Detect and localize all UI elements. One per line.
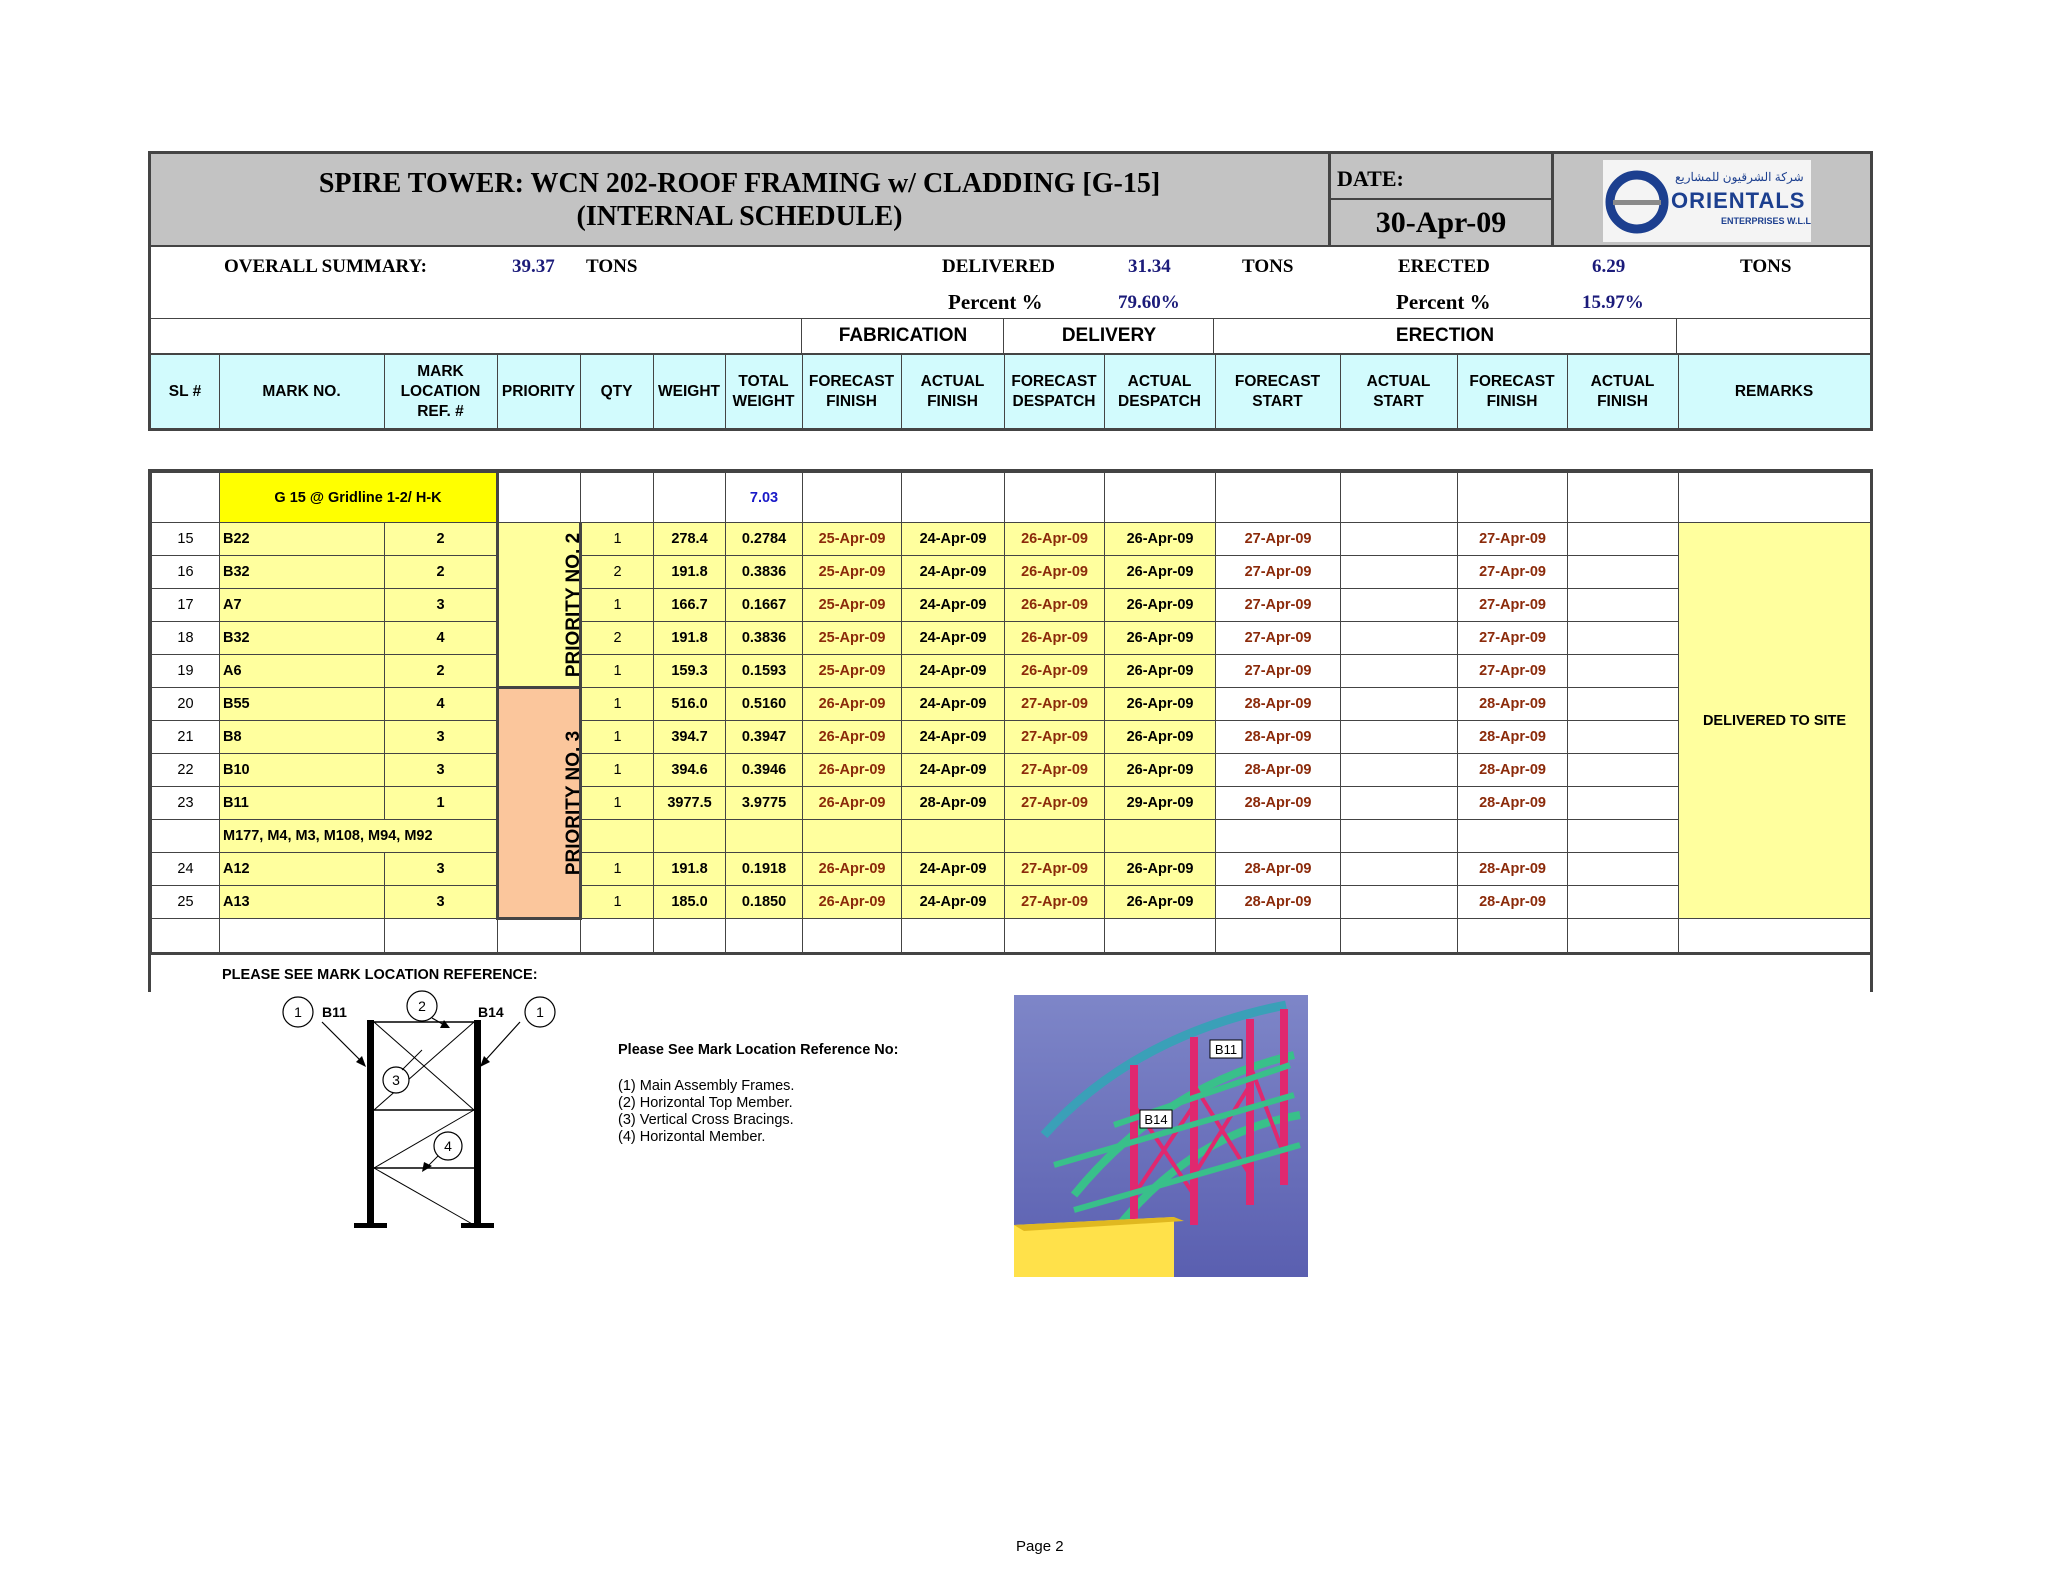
cell-actual-finish [1568,523,1679,556]
cell-mark-location: 2 [385,523,498,556]
cell-weight: 191.8 [654,853,726,886]
empty-row [152,919,1871,953]
cell-actual-start [1341,853,1458,886]
cell-forecast-despatch: 27-Apr-09 [1005,853,1105,886]
cell-actual-start [1341,622,1458,655]
cell-forecast-finish: 28-Apr-09 [1458,787,1568,820]
cell-total-weight: 0.1918 [726,853,803,886]
group-erection: ERECTION [1213,319,1677,353]
cell-total-weight: 0.1850 [726,886,803,919]
cell-actual-start [1341,721,1458,754]
note-line-4: (4) Horizontal Member. [618,1129,766,1145]
cell-fab-actual-finish: 24-Apr-09 [902,523,1005,556]
overall-summary-label: OVERALL SUMMARY: [224,256,427,277]
table-row [152,886,1871,919]
cell-sl: 21 [152,721,220,754]
cell-sl: 23 [152,787,220,820]
priority-3-label: PRIORITY NO. 3 [563,730,585,876]
cell-forecast-start: 28-Apr-09 [1216,721,1341,754]
cell-fab-forecast-finish: 26-Apr-09 [803,853,902,886]
cell-qty: 2 [581,556,654,589]
col-fab-actual-finish: ACTUAL FINISH [901,355,1005,429]
cell-mark-no: B55 [220,688,385,721]
cell-fab-actual-finish [902,820,1005,853]
cell-forecast-start: 27-Apr-09 [1216,589,1341,622]
cell-actual-finish [1568,589,1679,622]
erected-percent: 15.97% [1582,292,1644,313]
cell-fab-forecast-finish: 25-Apr-09 [803,589,902,622]
page-number: Page 2 [1016,1538,1064,1555]
cell-fab-actual-finish: 24-Apr-09 [902,853,1005,886]
table-row [152,589,1871,622]
cell-actual-start [1341,886,1458,919]
cell-mark-location: 4 [385,688,498,721]
cell-mark-location: 3 [385,589,498,622]
col-actual-start: ACTUAL START [1340,355,1458,429]
cell-forecast-start: 28-Apr-09 [1216,886,1341,919]
cell-sl [152,820,220,853]
erected-value: 6.29 [1592,256,1626,277]
cell-weight: 394.7 [654,721,726,754]
cell-actual-finish [1568,655,1679,688]
cell-sl: 16 [152,556,220,589]
cell-fab-actual-finish: 24-Apr-09 [902,754,1005,787]
cell-actual-despatch: 26-Apr-09 [1105,886,1216,919]
cell-actual-start [1341,754,1458,787]
cell-sl: 17 [152,589,220,622]
cell-remarks: DELIVERED TO SITE [1679,523,1871,919]
delivered-value: 31.34 [1128,256,1171,277]
cell-actual-start [1341,688,1458,721]
date-label: DATE: [1331,154,1554,200]
col-weight: WEIGHT [653,355,726,429]
cell-fab-forecast-finish: 26-Apr-09 [803,754,902,787]
table-row [152,853,1871,886]
cell-qty: 1 [581,853,654,886]
cell-qty: 1 [581,589,654,622]
col-total-weight: TOTAL WEIGHT [725,355,803,429]
cell-total-weight: 0.1593 [726,655,803,688]
col-remarks: REMARKS [1734,383,1814,400]
cell-actual-start [1341,820,1458,853]
cell-fab-actual-finish: 24-Apr-09 [902,688,1005,721]
table-row [152,721,1871,754]
cell-mark-list: M177, M4, M3, M108, M94, M92 [220,820,498,853]
report-header [148,151,1873,248]
diagram-num-1a: 1 [294,1004,302,1020]
table-row [152,820,1871,853]
cell-fab-forecast-finish: 25-Apr-09 [803,622,902,655]
delivered-unit: TONS [1242,256,1294,277]
col-qty: QTY [580,355,654,429]
cell-actual-despatch: 26-Apr-09 [1105,523,1216,556]
table-row [152,754,1871,787]
reference-heading: PLEASE SEE MARK LOCATION REFERENCE: [222,967,538,983]
cell-sl: 25 [152,886,220,919]
cell-fab-actual-finish: 24-Apr-09 [902,721,1005,754]
cell-total-weight: 0.3836 [726,622,803,655]
cell-actual-finish [1568,688,1679,721]
cell-actual-despatch: 26-Apr-09 [1105,589,1216,622]
cell-weight: 185.0 [654,886,726,919]
cell-forecast-finish: 27-Apr-09 [1458,589,1568,622]
cell-mark-location: 3 [385,754,498,787]
cell-actual-finish [1568,556,1679,589]
cell-mark-location: 2 [385,655,498,688]
cell-forecast-despatch: 27-Apr-09 [1005,787,1105,820]
table-row [152,556,1871,589]
table-row [152,523,1871,556]
section-total-weight: 7.03 [726,473,803,523]
priority-3-cell [498,688,585,919]
cell-fab-forecast-finish: 25-Apr-09 [803,556,902,589]
cell-actual-start [1341,655,1458,688]
diagram-num-3: 3 [392,1072,400,1088]
priority-2-cell [498,523,585,688]
cell-actual-despatch: 26-Apr-09 [1105,721,1216,754]
overall-summary-unit: TONS [586,256,638,277]
cell-fab-forecast-finish: 25-Apr-09 [803,655,902,688]
cell-fab-forecast-finish: 25-Apr-09 [803,523,902,556]
cell-qty: 1 [581,721,654,754]
col-actual-despatch: ACTUAL DESPATCH [1104,355,1216,429]
cell-forecast-despatch: 27-Apr-09 [1005,721,1105,754]
cell-actual-start [1341,556,1458,589]
cell-actual-finish [1568,820,1679,853]
cell-actual-despatch: 26-Apr-09 [1105,688,1216,721]
cell-actual-despatch [1105,820,1216,853]
cell-total-weight [726,820,803,853]
logo-name: ORIENTALS [1671,188,1806,213]
overall-summary-value: 39.37 [512,256,555,277]
cell-total-weight: 0.3947 [726,721,803,754]
cell-forecast-despatch: 26-Apr-09 [1005,655,1105,688]
cell-forecast-start [1216,820,1341,853]
cell-actual-despatch: 26-Apr-09 [1105,853,1216,886]
cell-sl: 19 [152,655,220,688]
diagram-num-2: 2 [418,998,426,1014]
cell-weight: 191.8 [654,622,726,655]
cell-actual-finish [1568,622,1679,655]
cell-fab-actual-finish: 24-Apr-09 [902,589,1005,622]
cell-forecast-start: 27-Apr-09 [1216,556,1341,589]
cell-actual-finish [1568,754,1679,787]
cell-sl: 22 [152,754,220,787]
cell-qty: 1 [581,688,654,721]
section-label: G 15 @ Gridline 1-2/ H-K [220,473,498,523]
note-line-2: (2) Horizontal Top Member. [618,1095,793,1111]
cell-forecast-despatch: 26-Apr-09 [1005,589,1105,622]
cell-fab-actual-finish: 24-Apr-09 [902,655,1005,688]
cell-actual-start [1341,589,1458,622]
cell-qty: 1 [581,787,654,820]
cell-forecast-finish: 28-Apr-09 [1458,886,1568,919]
cell-qty [581,820,654,853]
col-mark-location: MARK LOCATION REF. # [384,355,498,429]
cell-fab-forecast-finish: 26-Apr-09 [803,886,902,919]
cell-qty: 1 [581,754,654,787]
cell-forecast-start: 27-Apr-09 [1216,523,1341,556]
col-forecast-start: FORECAST START [1215,355,1341,429]
cell-forecast-finish: 28-Apr-09 [1458,721,1568,754]
cell-weight: 278.4 [654,523,726,556]
delivered-label: DELIVERED [942,256,1055,277]
cell-mark-location: 4 [385,622,498,655]
col-fab-forecast-finish: FORECAST FINISH [802,355,902,429]
cell-mark-no: A6 [220,655,385,688]
erected-unit: TONS [1740,256,1792,277]
cell-qty: 2 [581,622,654,655]
cell-fab-forecast-finish: 26-Apr-09 [803,688,902,721]
cell-mark-location: 3 [385,721,498,754]
cell-weight: 394.6 [654,754,726,787]
cell-mark-no: B32 [220,556,385,589]
cell-weight: 159.3 [654,655,726,688]
cell-weight: 166.7 [654,589,726,622]
structure-3d-model-image [1014,995,1308,1277]
cell-actual-finish [1568,721,1679,754]
cell-sl: 15 [152,523,220,556]
cell-forecast-start: 28-Apr-09 [1216,787,1341,820]
cell-weight [654,820,726,853]
column-header-row [148,354,1873,431]
cell-fab-actual-finish: 28-Apr-09 [902,787,1005,820]
cell-mark-no: B10 [220,754,385,787]
cell-mark-no: B32 [220,622,385,655]
cell-forecast-despatch: 26-Apr-09 [1005,523,1105,556]
schedule-table [148,469,1873,953]
photo-label-b14: B14 [1144,1112,1168,1127]
cell-mark-location: 1 [385,787,498,820]
cell-forecast-finish: 27-Apr-09 [1458,655,1568,688]
note-line-3: (3) Vertical Cross Bracings. [618,1112,794,1128]
diagram-label-b14: B14 [478,1004,504,1020]
section-row [152,473,1871,523]
cell-fab-actual-finish: 24-Apr-09 [902,556,1005,589]
cell-total-weight: 0.3836 [726,556,803,589]
cell-fab-actual-finish: 24-Apr-09 [902,622,1005,655]
table-row [152,787,1871,820]
cell-mark-no: A12 [220,853,385,886]
report-title [151,154,1331,245]
cell-sl: 24 [152,853,220,886]
cell-actual-despatch: 26-Apr-09 [1105,556,1216,589]
cell-qty: 1 [581,886,654,919]
col-actual-finish: ACTUAL FINISH [1567,355,1679,429]
delivered-percent: 79.60% [1118,292,1180,313]
cell-forecast-despatch: 27-Apr-09 [1005,754,1105,787]
mark-location-diagram [270,990,560,1240]
table-row [152,688,1871,721]
cell-forecast-start: 28-Apr-09 [1216,688,1341,721]
photo-label-b11: B11 [1214,1042,1238,1057]
erected-percent-label: Percent % [1396,290,1491,314]
erected-label: ERECTED [1398,256,1490,277]
group-header-row [148,318,1873,354]
delivered-percent-label: Percent % [948,290,1043,314]
cell-actual-finish [1568,853,1679,886]
title-line-1: SPIRE TOWER: WCN 202-ROOF FRAMING w/ CLADDING [G-15] [318,167,1161,199]
cell-forecast-despatch [1005,820,1105,853]
cell-total-weight: 0.5160 [726,688,803,721]
logo-arabic-text: شركة الشرقيون للمشاريع [1675,170,1804,184]
cell-forecast-despatch: 27-Apr-09 [1005,688,1105,721]
col-forecast-despatch: FORECAST DESPATCH [1004,355,1105,429]
cell-forecast-start: 28-Apr-09 [1216,754,1341,787]
cell-forecast-start: 27-Apr-09 [1216,655,1341,688]
cell-forecast-finish: 28-Apr-09 [1458,853,1568,886]
cell-forecast-start: 27-Apr-09 [1216,622,1341,655]
cell-actual-despatch: 26-Apr-09 [1105,622,1216,655]
reference-note-list [618,1078,794,1146]
cell-weight: 191.8 [654,556,726,589]
cell-sl: 20 [152,688,220,721]
cell-actual-finish [1568,886,1679,919]
cell-mark-location: 3 [385,853,498,886]
col-forecast-finish: FORECAST FINISH [1457,355,1568,429]
cell-forecast-finish: 27-Apr-09 [1458,622,1568,655]
priority-2-label: PRIORITY NO. 2 [563,532,585,677]
cell-fab-forecast-finish [803,820,902,853]
cell-mark-no: A7 [220,589,385,622]
cell-mark-no: B22 [220,523,385,556]
cell-mark-no: B8 [220,721,385,754]
date-value: 30-Apr-09 [1331,200,1554,245]
cell-forecast-start: 28-Apr-09 [1216,853,1341,886]
cell-actual-despatch: 26-Apr-09 [1105,754,1216,787]
cell-forecast-finish: 27-Apr-09 [1458,556,1568,589]
cell-qty: 1 [581,655,654,688]
cell-mark-location: 3 [385,886,498,919]
cell-forecast-despatch: 26-Apr-09 [1005,556,1105,589]
cell-total-weight: 0.3946 [726,754,803,787]
cell-forecast-finish: 28-Apr-09 [1458,688,1568,721]
cell-forecast-finish [1458,820,1568,853]
cell-weight: 516.0 [654,688,726,721]
cell-mark-no: A13 [220,886,385,919]
cell-actual-start [1341,787,1458,820]
cell-actual-despatch: 26-Apr-09 [1105,655,1216,688]
table-row [152,655,1871,688]
cell-total-weight: 0.2784 [726,523,803,556]
cell-mark-no: B11 [220,787,385,820]
diagram-label-b11: B11 [322,1004,347,1020]
diagram-num-1b: 1 [536,1004,544,1020]
cell-fab-actual-finish: 24-Apr-09 [902,886,1005,919]
cell-actual-start [1341,523,1458,556]
group-delivery: DELIVERY [1003,319,1214,353]
cell-qty: 1 [581,523,654,556]
col-priority: PRIORITY [497,355,581,429]
cell-total-weight: 3.9775 [726,787,803,820]
cell-forecast-despatch: 26-Apr-09 [1005,622,1105,655]
cell-fab-forecast-finish: 26-Apr-09 [803,721,902,754]
title-line-2: (INTERNAL SCHEDULE) [576,200,903,232]
diagram-num-4: 4 [444,1138,452,1154]
col-mark-no: MARK NO. [219,355,385,429]
col-sl: SL # [151,355,220,429]
cell-sl: 18 [152,622,220,655]
cell-weight: 3977.5 [654,787,726,820]
cell-forecast-finish: 28-Apr-09 [1458,754,1568,787]
cell-actual-despatch: 29-Apr-09 [1105,787,1216,820]
reference-note-heading: Please See Mark Location Reference No: [618,1042,899,1058]
company-logo [1603,160,1811,242]
cell-mark-location: 2 [385,556,498,589]
cell-forecast-finish: 27-Apr-09 [1458,523,1568,556]
note-line-1: (1) Main Assembly Frames. [618,1078,795,1094]
group-fabrication: FABRICATION [801,319,1004,353]
cell-forecast-despatch: 27-Apr-09 [1005,886,1105,919]
logo-subtext: ENTERPRISES W.L.L [1721,216,1812,226]
cell-fab-forecast-finish: 26-Apr-09 [803,787,902,820]
table-row [152,622,1871,655]
cell-total-weight: 0.1667 [726,589,803,622]
cell-actual-finish [1568,787,1679,820]
